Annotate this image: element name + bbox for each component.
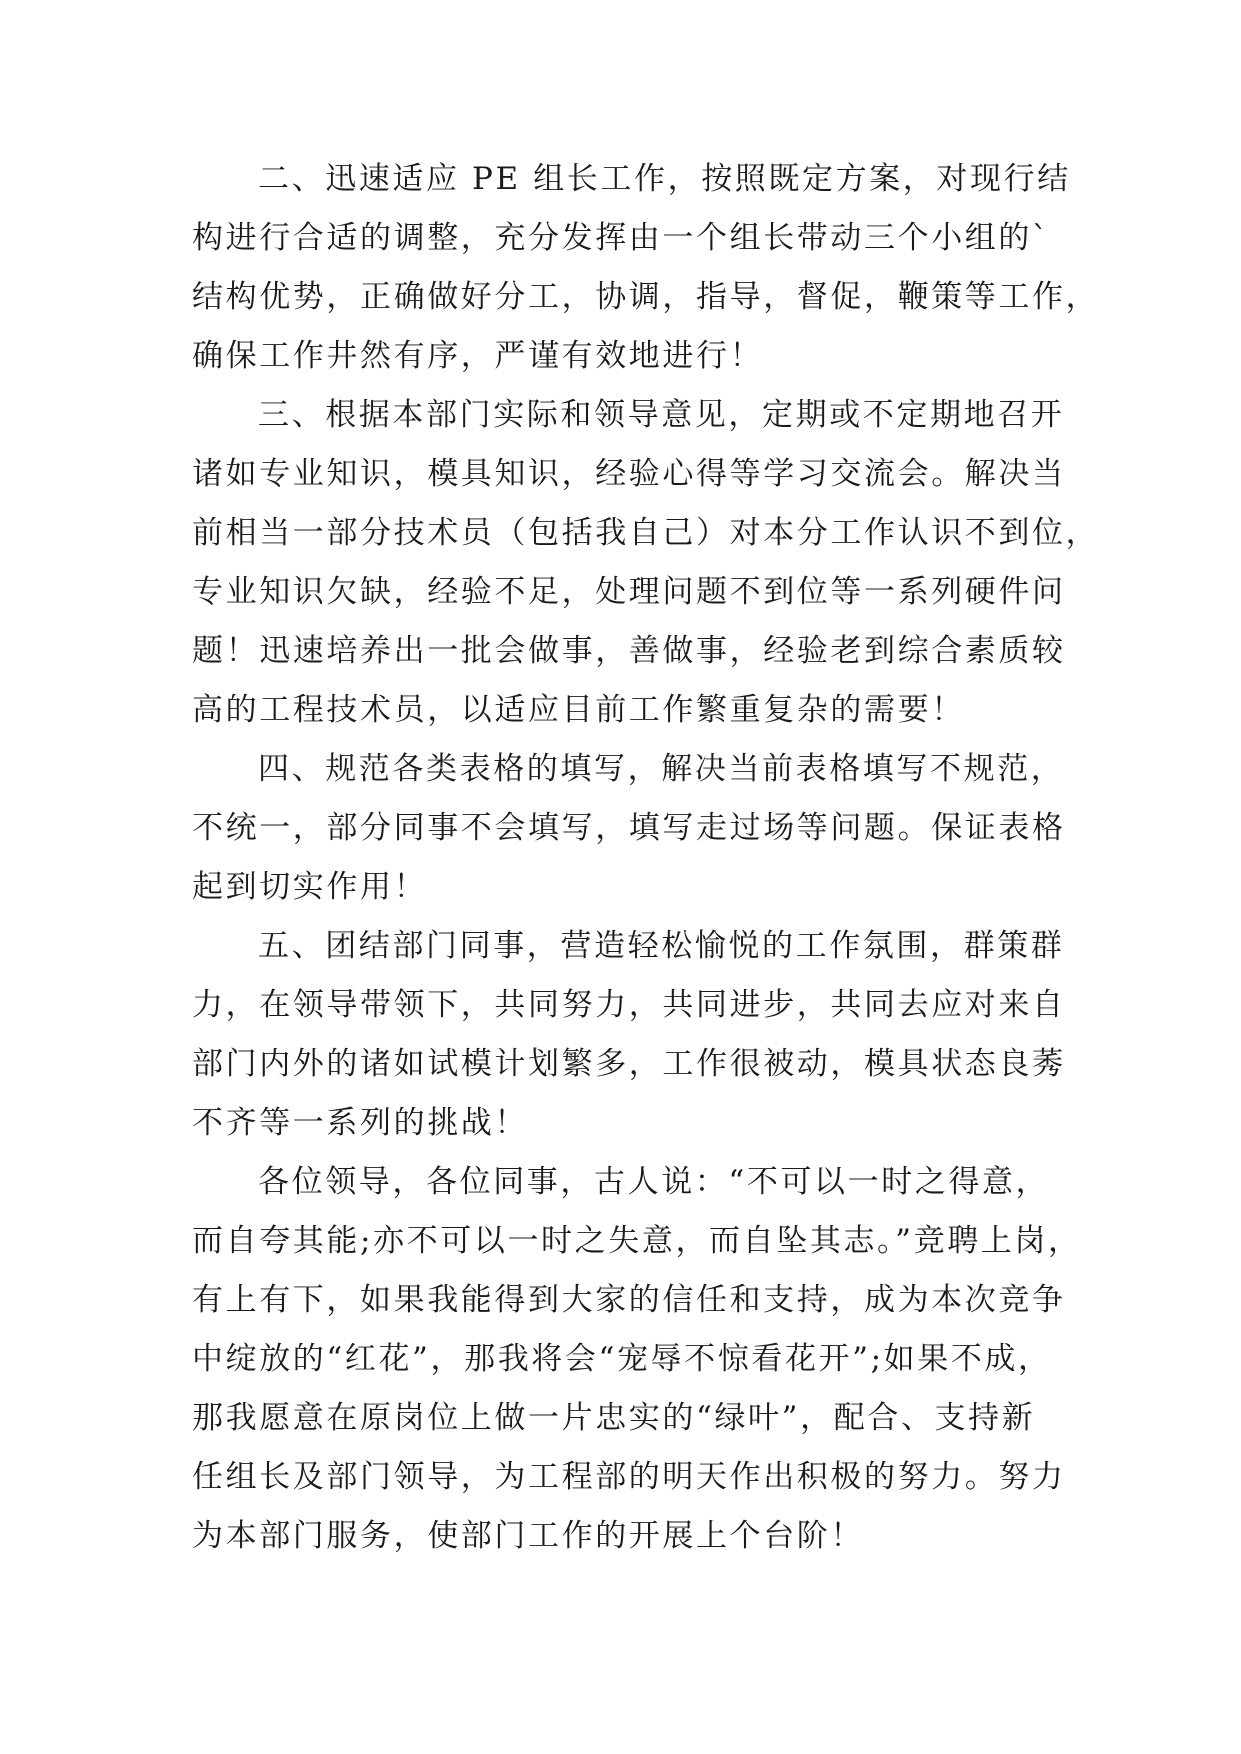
paragraph-line: 那我愿意在原岗位上做一片忠实的“绿叶”，配合、支持新 [192,1400,1036,1436]
paragraph-line: 各位领导，各位同事，古人说：“不可以一时之得意， [258,1164,1050,1200]
paragraph-line: 四、规范各类表格的填写，解决当前表格填写不规范， [258,751,1065,787]
paragraph-line: 起到切实作用！ [192,869,428,905]
paragraph-line: 三、根据本部门实际和领导意见，定期或不定期地召开 [258,397,1065,433]
paragraph-line: 专业知识欠缺，经验不足，处理问题不到位等一系列硬件问 [192,574,1066,610]
paragraph-line: 中绽放的“红花”，那我将会“宠辱不惊看花开”;如果不成， [192,1341,1052,1377]
paragraph-line: 结构优势，正确做好分工，协调，指导，督促，鞭策等工作， [192,279,1100,315]
paragraph-line: 有上有下，如果我能得到大家的信任和支持，成为本次竞争 [192,1282,1066,1318]
paragraph-line: 题！迅速培养出一批会做事，善做事，经验老到综合素质较 [192,633,1066,669]
paragraph-closing [192,1153,1082,1566]
paragraph-4 [192,740,1066,917]
paragraph-line: 确保工作井然有序，严谨有效地进行！ [192,338,764,374]
paragraph-line: 不统一，部分同事不会填写，填写走过场等问题。保证表格 [192,810,1066,846]
paragraph-line: 任组长及部门领导，为工程部的明天作出积极的努力。努力 [192,1459,1066,1495]
paragraph-line: 构进行合适的调整，充分发挥由一个组长带动三个小组的` [192,220,1051,256]
paragraph-3 [192,386,1100,740]
paragraph-line: 为本部门服务，使部门工作的开展上个台阶！ [192,1518,864,1554]
paragraph-line: 前相当一部分技术员（包括我自己）对本分工作认识不到位， [192,515,1100,551]
paragraph-2 [192,150,1100,386]
paragraph-5 [192,917,1066,1153]
paragraph-line: 二、迅速适应 PE 组长工作，按照既定方案，对现行结 [258,161,1071,197]
paragraph-line: 不齐等一系列的挑战！ [192,1105,528,1141]
paragraph-line: 而自夸其能;亦不可以一时之失意，而自坠其志。”竞聘上岗， [192,1223,1082,1259]
paragraph-line: 部门内外的诸如试模计划繁多，工作很被动，模具状态良莠 [192,1046,1066,1082]
document-body [192,150,1100,1566]
paragraph-line: 五、团结部门同事，营造轻松愉悦的工作氛围，群策群 [258,928,1065,964]
paragraph-line: 高的工程技术员，以适应目前工作繁重复杂的需要！ [192,692,965,728]
paragraph-line: 力，在领导带领下，共同努力，共同进步，共同去应对来自 [192,987,1066,1023]
paragraph-line: 诸如专业知识，模具知识，经验心得等学习交流会。解决当 [192,456,1066,492]
